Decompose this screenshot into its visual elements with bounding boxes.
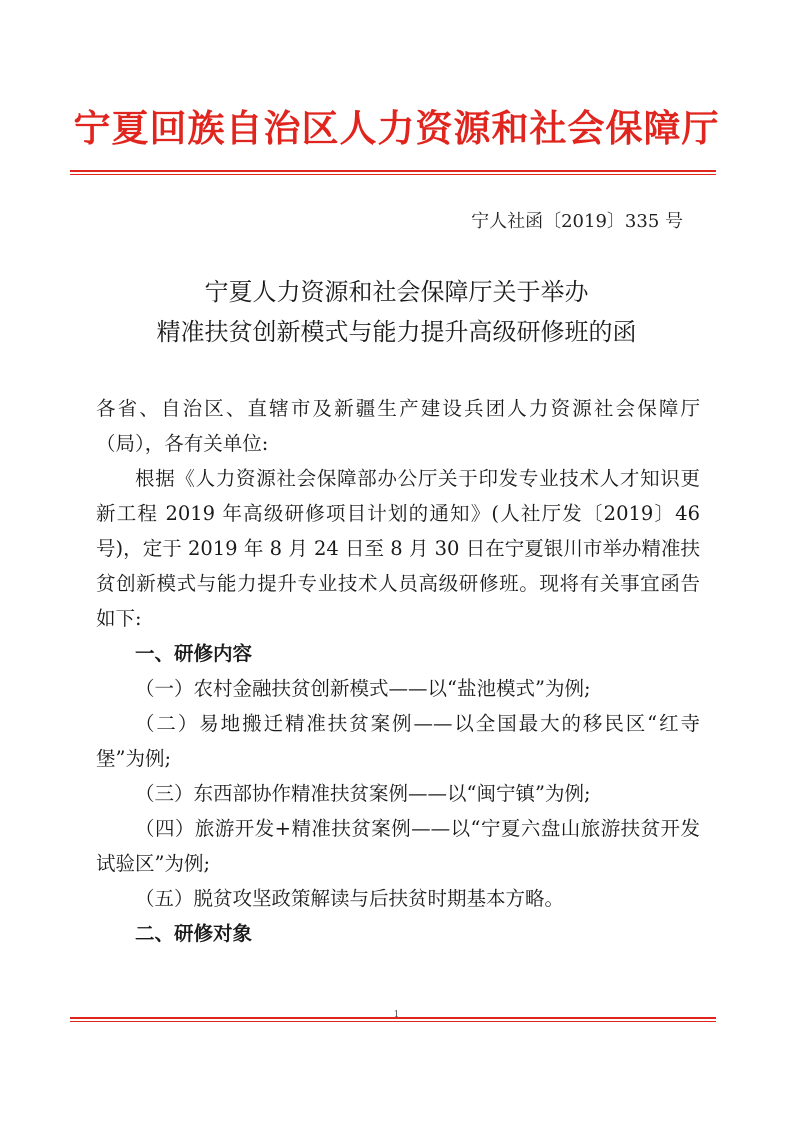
intro-paragraph: 根据《人力资源社会保障部办公厅关于印发专业技术人才知识更新工程 2019 年高级研修项目计划的通知》(人社厅发〔2019〕46 号)，定于 2019 年 8 月 24 日至 8 月 30 日在宁夏银川市举办精准扶贫创新模式与能力提升专业技术人员高级研修班。现将有关事宜函告如下: [96, 467, 700, 630]
title-line-1: 宁夏人力资源和社会保障厅关于举办 [204, 278, 589, 306]
section-heading-content: 一、研修内容 [135, 642, 253, 665]
org-letterhead: 宁夏回族自治区人力资源和社会保障厅 [73, 106, 720, 150]
letterhead-red-rule [70, 170, 716, 175]
list-item: （五）脱贫攻坚政策解读与后扶贫时期基本方略。 [135, 887, 565, 910]
list-item: （二）易地搬迁精准扶贫案例——以全国最大的移民区“红寺堡”为例; [96, 712, 700, 770]
document-number: 宁人社函〔2019〕335 号 [471, 211, 683, 232]
document-title [0, 272, 793, 352]
section-heading-audience: 二、研修对象 [135, 922, 253, 945]
list-item: （四）旅游开发+精准扶贫案例——以“宁夏六盘山旅游扶贫开发试验区”为例; [96, 817, 700, 875]
addressee-paragraph: 各省、自治区、直辖市及新疆生产建设兵团人力资源社会保障厅（局），各有关单位: [96, 397, 700, 455]
page-number: 1 [393, 1010, 400, 1020]
title-line-2: 精准扶贫创新模式与能力提升高级研修班的函 [156, 318, 637, 346]
document-body [96, 391, 700, 951]
list-item: （三）东西部协作精准扶贫案例——以“闽宁镇”为例; [135, 782, 591, 805]
list-item: （一）农村金融扶贫创新模式——以“盐池模式”为例; [135, 677, 591, 700]
